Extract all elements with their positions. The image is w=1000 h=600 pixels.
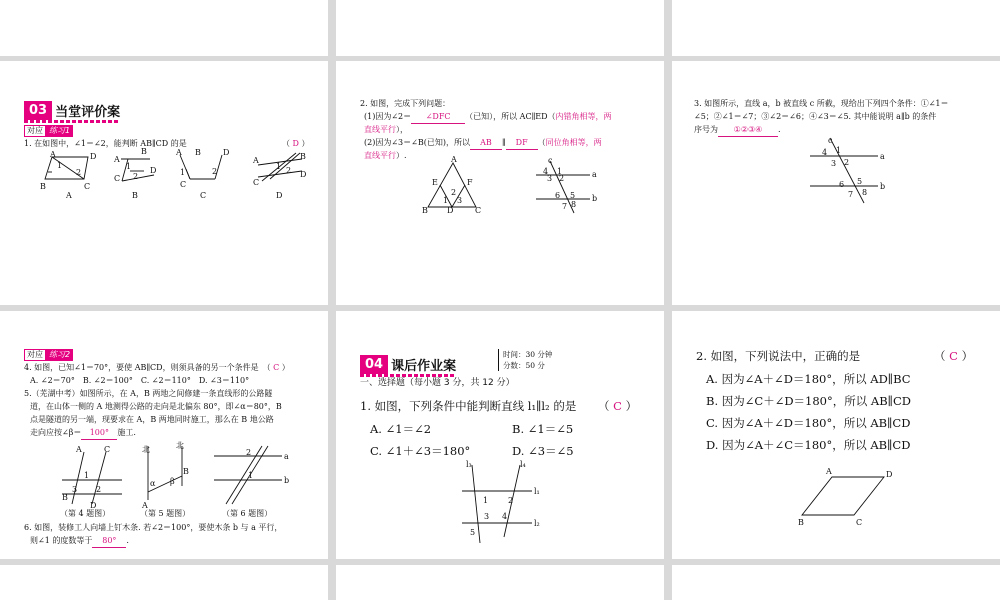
svg-text:1: 1 (57, 161, 63, 170)
q3-line1: 3. 如图所示，直线 a，b 被直线 c 所截，现给出下列四个条件：①∠1＝ (694, 99, 949, 108)
svg-text:A: A (114, 155, 120, 164)
hw-q1-optB: B. ∠1＝∠5 (512, 422, 574, 436)
svg-text:C: C (104, 445, 111, 454)
section-number: 03 (24, 101, 52, 120)
bottom-panel-mid (336, 565, 664, 600)
svg-text:D: D (150, 166, 157, 175)
q6-line1: 6. 如图，装修工人向墙上钉木条. 若∠2＝100°，要使木条 b 与 a 平行， (24, 523, 283, 532)
svg-text:2: 2 (246, 448, 252, 457)
svg-text:3: 3 (484, 512, 490, 521)
panel-question-3 (672, 61, 1000, 305)
svg-text:1: 1 (483, 496, 489, 505)
svg-text:c: c (828, 136, 833, 145)
svg-text:a: a (284, 452, 289, 461)
fig5-caption: （第 5 题图） (140, 509, 191, 518)
svg-text:6: 6 (839, 180, 845, 189)
top-panel-mid (336, 0, 664, 56)
svg-text:c: c (548, 156, 553, 165)
panel-homework (336, 311, 664, 559)
svg-text:D: D (447, 206, 454, 215)
svg-text:A: A (76, 445, 82, 454)
svg-text:b: b (284, 476, 290, 485)
practice-tag: 对应 练习1 (24, 125, 73, 137)
svg-text:4: 4 (822, 148, 828, 157)
svg-text:4: 4 (543, 167, 549, 176)
svg-text:C: C (84, 182, 91, 191)
svg-text:北: 北 (142, 445, 150, 454)
svg-text:a: a (880, 152, 885, 161)
section-header (24, 101, 120, 120)
panel-current-assessment (0, 61, 328, 305)
q2b-optD: D. 因为∠A＋∠C＝180°，所以 AB∥CD (706, 438, 911, 452)
svg-text:北: 北 (176, 441, 184, 450)
svg-text:C: C (475, 206, 482, 215)
svg-text:1: 1 (84, 471, 90, 480)
svg-text:3: 3 (547, 174, 553, 183)
svg-text:A: A (142, 501, 148, 510)
svg-text:8: 8 (571, 200, 577, 209)
svg-text:5: 5 (857, 177, 863, 186)
svg-text:B: B (422, 206, 428, 215)
time-score-box: 时间：30 分钟 分数：50 分 (498, 349, 552, 371)
svg-text:F: F (467, 178, 473, 187)
svg-text:1: 1 (180, 168, 186, 177)
svg-text:B: B (141, 147, 147, 156)
svg-text:E: E (432, 178, 438, 187)
q3-line3: 序号为 ①②③④ . (694, 123, 781, 137)
q2-part2-cont: 直线平行）. (364, 151, 407, 160)
part-title: 一、选择题（每小题 3 分，共 12 分） (360, 378, 515, 388)
svg-text:l₂: l₂ (534, 519, 540, 528)
svg-text:D: D (223, 148, 230, 157)
option-D: D (276, 191, 283, 200)
q2b-optA: A. 因为∠A＋∠D＝180°，所以 AD∥BC (706, 372, 911, 386)
section-title-2: 课后作业案 (391, 359, 457, 374)
top-panel-left (0, 0, 328, 56)
q4-line1: 4. 如图，已知∠1＝70°，要使 AB∥CD，则须具备的另一个条件是 （ C ） (24, 363, 290, 372)
panel-question-2b (672, 311, 1000, 559)
svg-text:D: D (300, 170, 307, 179)
practice-tag-2: 对应 练习2 (24, 349, 73, 361)
fig6-caption: （第 6 题图） (222, 509, 273, 518)
svg-text:6: 6 (555, 191, 561, 200)
q5-line3: 点是隧道的另一端，现要求在 A，B 两地同时施工，那么在 B 地公路 (30, 415, 274, 424)
svg-text:D: D (90, 152, 97, 161)
svg-text:2: 2 (844, 158, 850, 167)
svg-text:2: 2 (508, 496, 514, 505)
svg-text:4: 4 (502, 512, 508, 521)
svg-text:3: 3 (457, 196, 463, 205)
svg-text:A: A (826, 467, 832, 476)
svg-text:3: 3 (831, 159, 837, 168)
svg-text:l₁: l₁ (534, 487, 540, 496)
hw-q1-optC: C. ∠1＋∠3＝180° (370, 444, 471, 458)
svg-text:5: 5 (470, 528, 476, 537)
svg-text:2: 2 (96, 485, 102, 494)
q5-line2: 道，在山体一侧的 A 地测得公路的走向是北偏东 80°，即∠α＝80°，B (30, 402, 282, 411)
q5-line1: 5.（芜湖中考）如图所示，在 A，B 两地之间修建一条直线形的公路隧 (24, 389, 273, 398)
svg-text:1: 1 (836, 146, 842, 155)
panel-practice-2 (0, 311, 328, 559)
svg-text:β: β (170, 477, 175, 486)
svg-text:2: 2 (133, 172, 139, 181)
fig4-caption: （第 4 题图） (60, 509, 111, 518)
svg-text:l₄: l₄ (520, 460, 526, 469)
svg-text:2: 2 (286, 166, 292, 175)
q2b-answer: （ C ） (934, 349, 974, 363)
svg-text:A: A (176, 148, 182, 157)
svg-text:l₃: l₃ (466, 460, 472, 469)
svg-text:a: a (592, 170, 597, 179)
svg-text:7: 7 (562, 202, 568, 211)
svg-text:1: 1 (557, 167, 563, 176)
svg-text:A: A (451, 155, 457, 164)
svg-text:C: C (180, 180, 187, 189)
svg-text:b: b (592, 194, 598, 203)
section-title: 当堂评价案 (55, 105, 121, 120)
q3-figure (672, 133, 1000, 213)
q2b-optC: C. 因为∠A＋∠D＝180°，所以 AB∥CD (706, 416, 911, 430)
svg-text:A: A (50, 150, 56, 159)
svg-text:C: C (114, 174, 121, 183)
q2-part2: (2)因为∠3＝∠B(已知)，所以 AB ∥ DF （同位角相等，两 (364, 136, 602, 150)
svg-text:3: 3 (72, 485, 78, 494)
hw-q1-figure (336, 461, 664, 551)
svg-text:1: 1 (126, 162, 132, 171)
q2-part1-cont: 直线平行）， (364, 125, 408, 134)
option-B: B (132, 191, 138, 200)
svg-text:B: B (300, 152, 306, 161)
svg-text:B: B (798, 518, 804, 527)
question-1-answer: （ D ） (282, 139, 310, 148)
bottom-panel-left (0, 565, 328, 600)
hw-q1: 1. 如图，下列条件中能判断直线 l₁∥l₂ 的是 (360, 399, 577, 413)
svg-text:C: C (856, 518, 863, 527)
hw-q1-answer: （ C ） (598, 399, 638, 413)
q2-title: 2. 如图，完成下列问题： (360, 99, 451, 108)
q2-part1: (1)因为∠2＝ ∠DFC （已知），所以 AC∥ED（内错角相等，两 (364, 110, 612, 124)
svg-text:1: 1 (276, 162, 282, 171)
svg-text:b: b (880, 182, 886, 191)
svg-text:1: 1 (443, 196, 449, 205)
option-C: C (200, 191, 207, 200)
svg-text:1: 1 (248, 471, 254, 480)
svg-text:α: α (150, 479, 156, 488)
q2-figures (336, 157, 664, 227)
q4-q6-figures (0, 442, 328, 512)
hw-q1-optD: D. ∠3＝∠5 (512, 444, 574, 458)
svg-text:2: 2 (451, 188, 457, 197)
svg-text:D: D (886, 470, 893, 479)
q2b-figure (672, 465, 1000, 535)
svg-text:B: B (40, 182, 46, 191)
svg-text:2: 2 (559, 174, 565, 183)
svg-text:2: 2 (212, 167, 218, 176)
svg-text:B: B (195, 148, 201, 157)
svg-text:7: 7 (848, 190, 854, 199)
hw-q1-optA: A. ∠1＝∠2 (370, 422, 432, 436)
svg-text:5: 5 (570, 191, 576, 200)
top-panel-right (672, 0, 1000, 56)
panel-question-2 (336, 61, 664, 305)
svg-text:B: B (183, 467, 189, 476)
q4-options: A. ∠2＝70° B. ∠2＝100° C. ∠2＝110° D. ∠3＝110° (30, 376, 250, 385)
q2b-title: 2. 如图，下列说法中，正确的是 (696, 349, 861, 363)
svg-text:2: 2 (76, 168, 82, 177)
question-1: 1. 在如图中，∠1＝∠2，能判断 AB∥CD 的是 (24, 139, 187, 148)
q3-line2: ∠5；②∠1＝∠7；③∠2＝∠6；④∠3＝∠5. 其中能说明 a∥b 的条件 (694, 112, 937, 121)
q2b-optB: B. 因为∠C＋∠D＝180°，所以 AB∥CD (706, 394, 911, 408)
section-number-2: 04 (360, 355, 388, 374)
svg-text:C: C (253, 178, 260, 187)
svg-text:8: 8 (862, 188, 868, 197)
svg-text:B: B (62, 493, 68, 502)
q5-line4: 走向应按∠β＝ 100° 施工. (30, 426, 136, 440)
svg-text:A: A (253, 156, 259, 165)
option-A: A (66, 191, 72, 200)
section-header-2 (360, 355, 456, 374)
svg-text:D: D (90, 501, 97, 510)
bottom-panel-right (672, 565, 1000, 600)
q6-line2: 则∠1 的度数等于 80° . (30, 534, 129, 548)
